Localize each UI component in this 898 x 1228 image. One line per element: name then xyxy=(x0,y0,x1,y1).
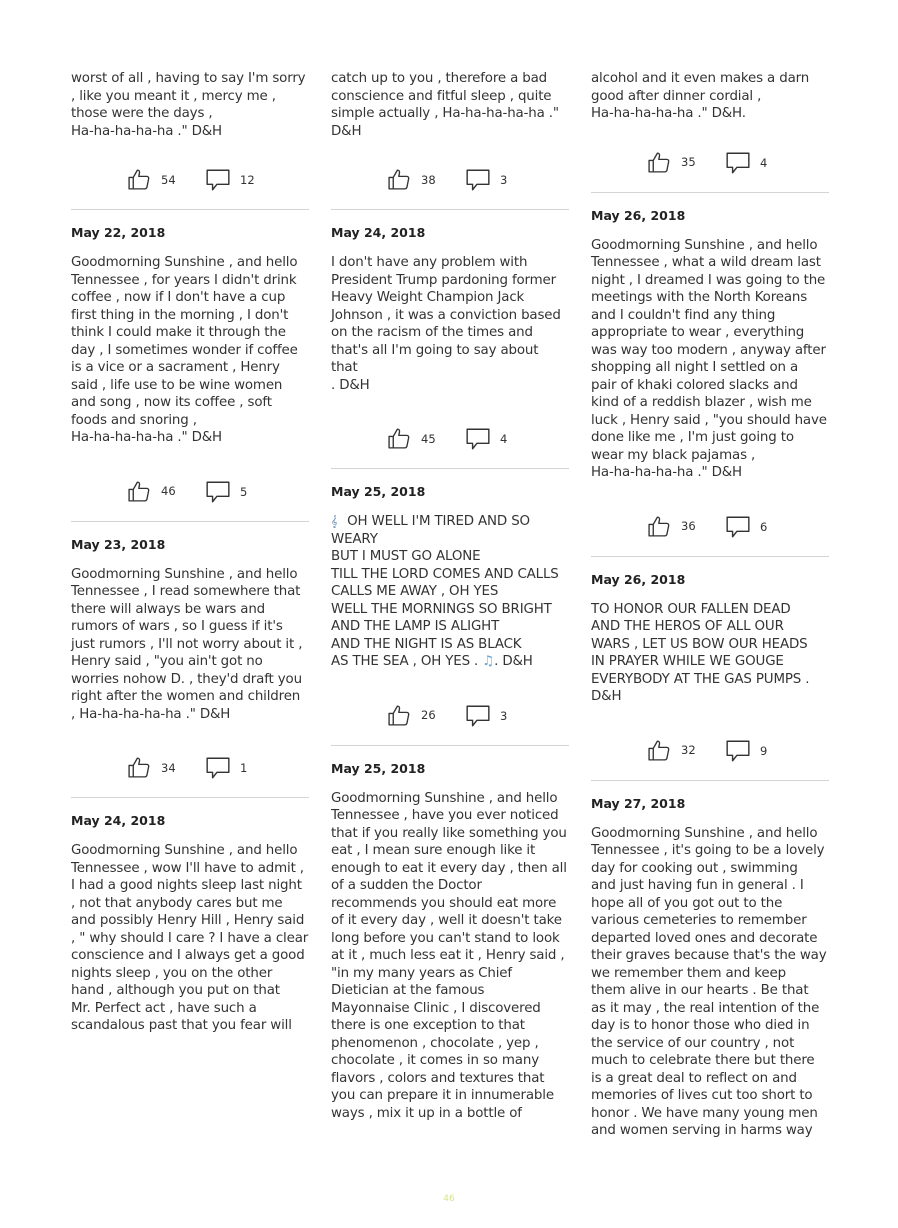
reactions-bar xyxy=(331,703,569,731)
reactions-bar xyxy=(71,479,309,507)
comment-icon xyxy=(205,479,231,505)
comment-icon xyxy=(465,426,491,452)
reactions-bar xyxy=(591,514,829,542)
comment-icon xyxy=(725,514,751,540)
like-button[interactable] xyxy=(127,479,176,504)
post-text: Goodmorning Sunshine , and hello Tennessee , wow I'll have to admit , I had a good nights sleep last night , not that anybody cares but me and possibly Henry Hill , Henry said , " why should I care ? I have a clear conscience and I always get a good nights sleep , you on the other hand , although you put on that Mr. Perfect act , have such a scandalous past that you fear will xyxy=(71,843,309,1033)
song-lyrics: OH WELL I'M TIRED AND SO WEARY BUT I MUST GO ALONE TILL THE LORD COMES AND CALLS CALLS ME AWAY , OH YES WELL THE MORNINGS SO BRIGHT AND THE LAMP IS ALIGHT AND THE NIGHT IS AS BLACK AS THE SEA , OH YES . xyxy=(331,514,559,669)
reactions-bar xyxy=(591,738,829,766)
reactions-bar xyxy=(331,426,569,454)
comment-button[interactable] xyxy=(205,167,255,193)
like-count: 34 xyxy=(161,760,176,775)
comment-button[interactable] xyxy=(465,703,507,729)
post-date: May 22, 2018 xyxy=(71,225,166,240)
like-button[interactable] xyxy=(647,150,696,175)
like-button[interactable] xyxy=(647,738,696,763)
comment-count: 1 xyxy=(240,761,248,775)
thumbs-up-icon xyxy=(647,150,672,175)
thumbs-up-icon xyxy=(127,755,152,780)
like-button[interactable] xyxy=(127,167,176,192)
comment-icon xyxy=(725,738,751,764)
comment-count: 5 xyxy=(240,484,248,499)
comment-count: 4 xyxy=(760,155,768,170)
post-date: May 26, 2018 xyxy=(591,571,686,587)
thumbs-up-icon xyxy=(387,426,412,451)
like-count: 26 xyxy=(421,708,436,722)
column-1 xyxy=(71,70,309,1035)
like-count: 46 xyxy=(161,484,176,498)
column-2 xyxy=(331,70,569,1122)
post-text: Goodmorning Sunshine , and hello Tennessee , have you ever noticed that if you really like something you eat , I mean sure enough like it enough to eat it every day , then all of a sudden the Doctor recommends you should eat more of it every day , well it doesn't take long before you can't stand to look at it , much less eat it , Henry said , "in my many years as Chief Dietician at the famous Mayonnaise Clinic , I discovered there is one exception to that phenomenon , chocolate , yep , chocolate , it comes in so many flavors , colors and textures that you can prepare it in innumerable ways , mix it up in a bottle of xyxy=(331,790,567,1121)
post-text: worst of all , having to say I'm sorry , like you meant it , mercy me , those were the days , Ha-ha-ha-ha-ha ." D&H xyxy=(71,71,306,139)
like-count: 54 xyxy=(161,172,176,187)
page-number: 46 xyxy=(443,1194,455,1204)
like-button[interactable] xyxy=(387,167,436,192)
comment-icon xyxy=(465,167,491,193)
thumbs-up-icon xyxy=(387,703,412,728)
like-button[interactable] xyxy=(387,703,436,728)
comment-icon xyxy=(465,703,491,729)
comment-icon xyxy=(725,150,751,176)
comment-count: 3 xyxy=(500,708,508,723)
comment-count: 4 xyxy=(500,432,508,446)
post-text: Goodmorning Sunshine , and hello Tennessee , it's going to be a lovely day for cooking out , swimming and just having fun in general . I hope all of you got out to the various cemeteries to remember departed loved ones and decorate their graves because that's the way we remember them and keep them alive in our hearts . Be that as it may , the real intention of the day is to honor those who died in the service of our country , not much to celebrate there but there is a great deal to reflect on and memories of lives cut too short to honor . We have many young men and women serving in harms way xyxy=(591,825,827,1138)
comment-icon xyxy=(205,755,231,781)
comment-button[interactable] xyxy=(465,426,507,452)
comment-button[interactable] xyxy=(725,150,767,176)
post-date: May 25, 2018 xyxy=(331,760,426,776)
music-notes-icon: ♫ xyxy=(482,654,495,669)
like-button[interactable] xyxy=(387,426,436,451)
like-count: 36 xyxy=(681,519,696,533)
post-date: May 26, 2018 xyxy=(591,207,686,223)
post-date: May 24, 2018 xyxy=(71,813,166,828)
thumbs-up-icon xyxy=(387,167,412,192)
post-date: May 27, 2018 xyxy=(591,795,686,811)
comment-button[interactable] xyxy=(725,738,767,764)
reactions-bar xyxy=(71,755,309,783)
post-text: Goodmorning Sunshine , and hello Tennessee , what a wild dream last night , I dreamed I was going to the meetings with the North Koreans and I couldn't find any thing appropriate to wear , everything was way too modern , anyway after shopping all night I settled on a pair of khaki colored slacks and kind of a reddish blazer , wish me luck , Henry said , "you should have done like me , I'm just going to wear my black pajamas , Ha-ha-ha-ha-ha ." D&H xyxy=(591,237,827,480)
comment-button[interactable] xyxy=(205,479,247,505)
like-count: 45 xyxy=(421,431,436,446)
thumbs-up-icon xyxy=(647,514,672,539)
post-date: May 23, 2018 xyxy=(71,536,166,552)
comment-count: 12 xyxy=(240,173,255,187)
comment-count: 3 xyxy=(500,173,508,187)
post-text: Goodmorning Sunshine , and hello Tennessee , I read somewhere that there will always be wars and rumors of wars , so I guess if it's just rumors , I'll not worry about it , Henry said , "you ain't got no worries nohow D. , they'd draft you right after the women and children , Ha-ha-ha-ha-ha ." D&H xyxy=(71,566,303,722)
sheet-music-icon: 𝄞 xyxy=(331,515,338,528)
like-count: 32 xyxy=(681,743,696,757)
comment-count: 6 xyxy=(760,519,768,534)
like-count: 35 xyxy=(681,155,696,169)
comment-icon xyxy=(205,167,231,193)
like-button[interactable] xyxy=(127,755,176,780)
post-text: alcohol and it even makes a darn good after dinner cordial , Ha-ha-ha-ha-ha ." D&H. xyxy=(591,71,810,121)
thumbs-up-icon xyxy=(647,738,672,763)
thumbs-up-icon xyxy=(127,167,152,192)
column-3 xyxy=(591,70,829,1140)
like-count: 38 xyxy=(421,172,436,187)
signature: . D&H xyxy=(494,654,533,669)
reactions-bar xyxy=(591,150,829,178)
post-date: May 25, 2018 xyxy=(331,484,426,499)
comment-button[interactable] xyxy=(725,514,767,540)
post-text: TO HONOR OUR FALLEN DEAD AND THE HEROS OF ALL OUR WARS , LET US BOW OUR HEADS IN PRAYER WHILE WE GOUGE EVERYBODY AT THE GAS PUMPS . D&H xyxy=(591,601,810,704)
post-text: catch up to you , therefore a bad conscience and fitful sleep , quite simple actually , Ha-ha-ha-ha-ha ." D&H xyxy=(331,71,559,139)
reactions-bar xyxy=(71,167,309,195)
reactions-bar xyxy=(331,167,569,195)
comment-button[interactable] xyxy=(205,755,247,781)
comment-count: 9 xyxy=(760,743,768,758)
post-text: I don't have any problem with President Trump pardoning former Heavy Weight Champion Jack Johnson , it was a conviction based on the racism of the times and that's all I'm going to say about that . D&H xyxy=(331,255,561,393)
post-date: May 24, 2018 xyxy=(331,225,426,240)
thumbs-up-icon xyxy=(127,479,152,504)
like-button[interactable] xyxy=(647,514,696,539)
post-text: Goodmorning Sunshine , and hello Tennessee , for years I didn't drink coffee , now if I don't have a cup first thing in the morning , I don't think I could make it through the day , I sometimes wonder if coffee is a vice or a sacrament , Henry said , life use to be wine women and song , now its coffee , soft foods and snoring , Ha-ha-ha-ha-ha ." D&H xyxy=(71,255,298,445)
post-text xyxy=(331,513,569,671)
comment-button[interactable] xyxy=(465,167,507,193)
